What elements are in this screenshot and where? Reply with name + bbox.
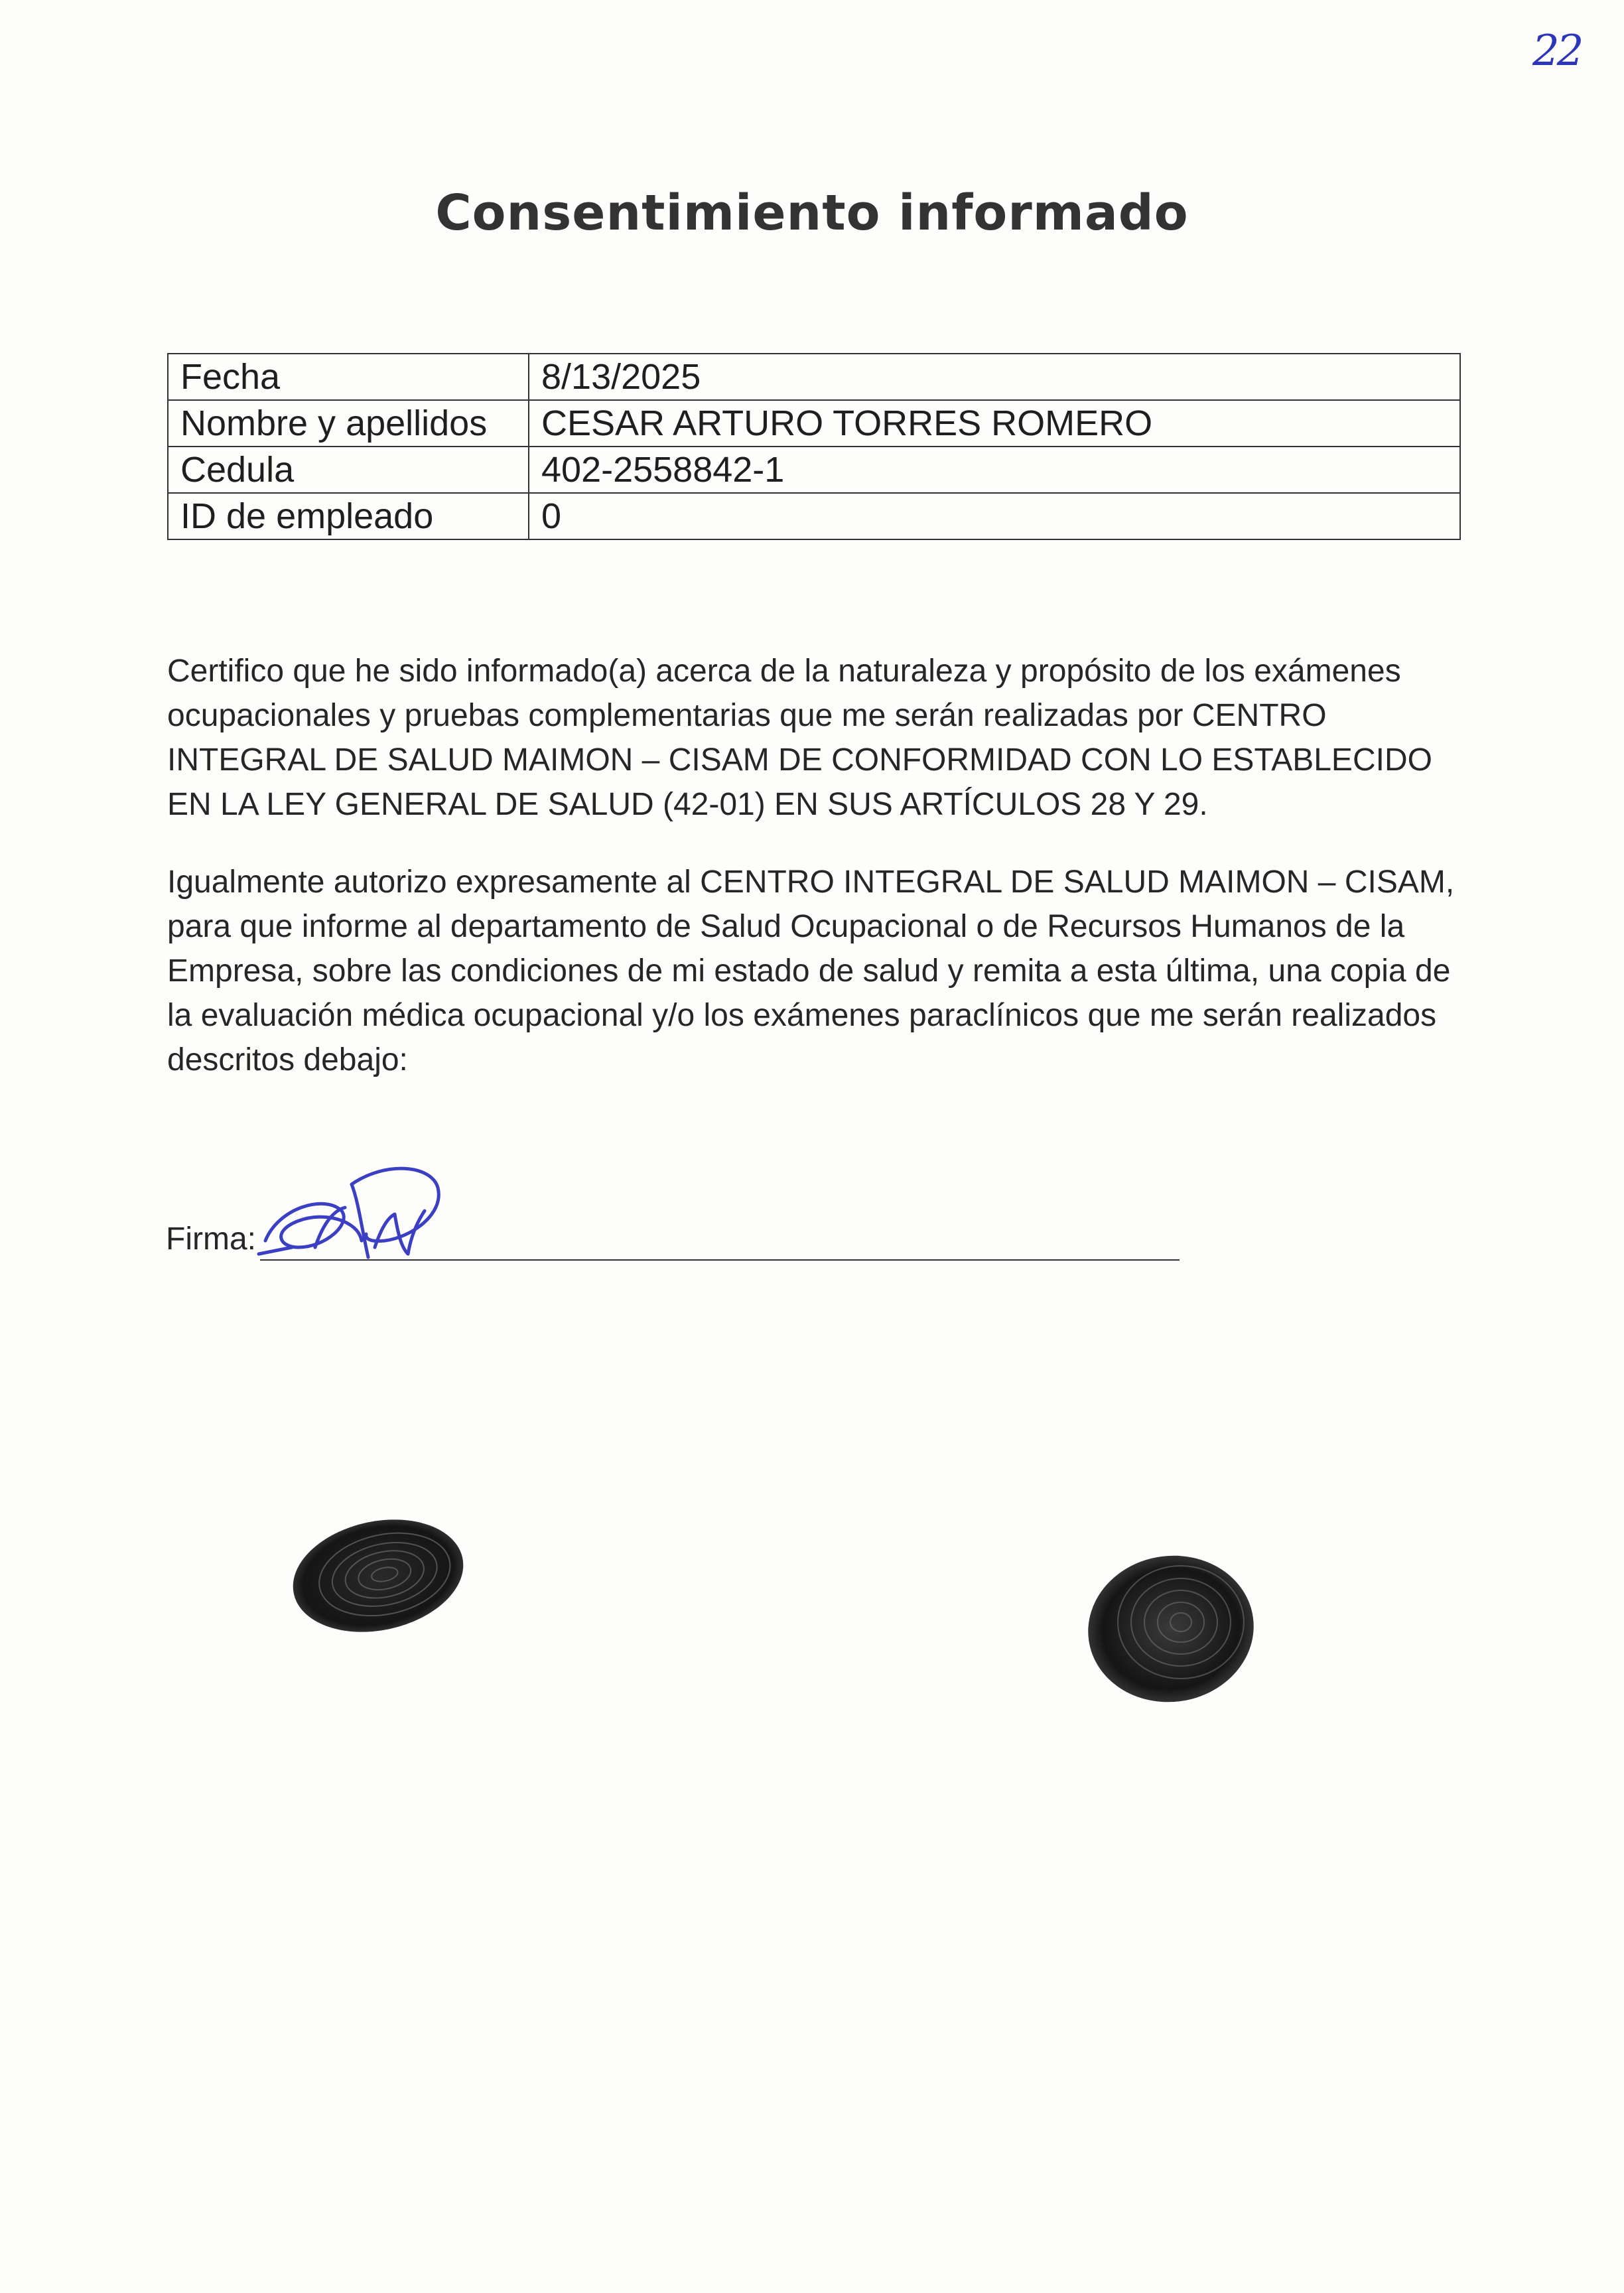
consent-paragraph-2: Igualmente autorizo expresamente al CENTRO INTEGRAL DE SALUD MAIMON – CISAM, para que informe al departamento de Salud Ocupacional o de Recursos Humanos de la Empresa, sobre las condiciones de mi estado de salud y remita a esta última, una copia de la evaluación médica ocupacional y/o los exámenes paraclínicos que me serán realizados descritos debajo: — [167, 865, 1455, 1077]
table-row — [168, 354, 1460, 400]
handwritten-page-number: 22 — [1532, 27, 1582, 76]
table-value-cedula: 402-2558842-1 — [529, 447, 1460, 493]
table-label-nombre: Nombre y apellidos — [168, 400, 529, 447]
personal-info-table — [167, 353, 1461, 540]
signature-label: Firma: — [166, 1221, 256, 1257]
table-row — [168, 493, 1460, 539]
left-fingerprint — [285, 1506, 471, 1652]
handwritten-signature — [252, 1148, 451, 1274]
table-label-id-empleado: ID de empleado — [168, 493, 529, 539]
table-value-id-empleado: 0 — [529, 493, 1460, 539]
table-label-fecha: Fecha — [168, 354, 529, 400]
table-row — [168, 447, 1460, 493]
right-fingerprint — [1081, 1549, 1260, 1708]
document-title: Consentimiento informado — [435, 184, 1189, 242]
table-value-nombre: CESAR ARTURO TORRES ROMERO — [529, 400, 1460, 447]
consent-paragraph-1: Certifico que he sido informado(a) acerca de la naturaleza y propósito de los exámenes ocupacionales y pruebas complementarias que me serán realizadas por CENTRO INTEGRAL DE SALUD MAIMON – CISAM DE CONFORMIDAD CON LO ESTABLECIDO EN LA LEY GENERAL DE SALUD (42-01) EN SUS ARTÍCULOS 28 Y 29. — [167, 654, 1432, 822]
table-value-fecha: 8/13/2025 — [529, 354, 1460, 400]
table-label-cedula: Cedula — [168, 447, 529, 493]
table-row — [168, 400, 1460, 447]
